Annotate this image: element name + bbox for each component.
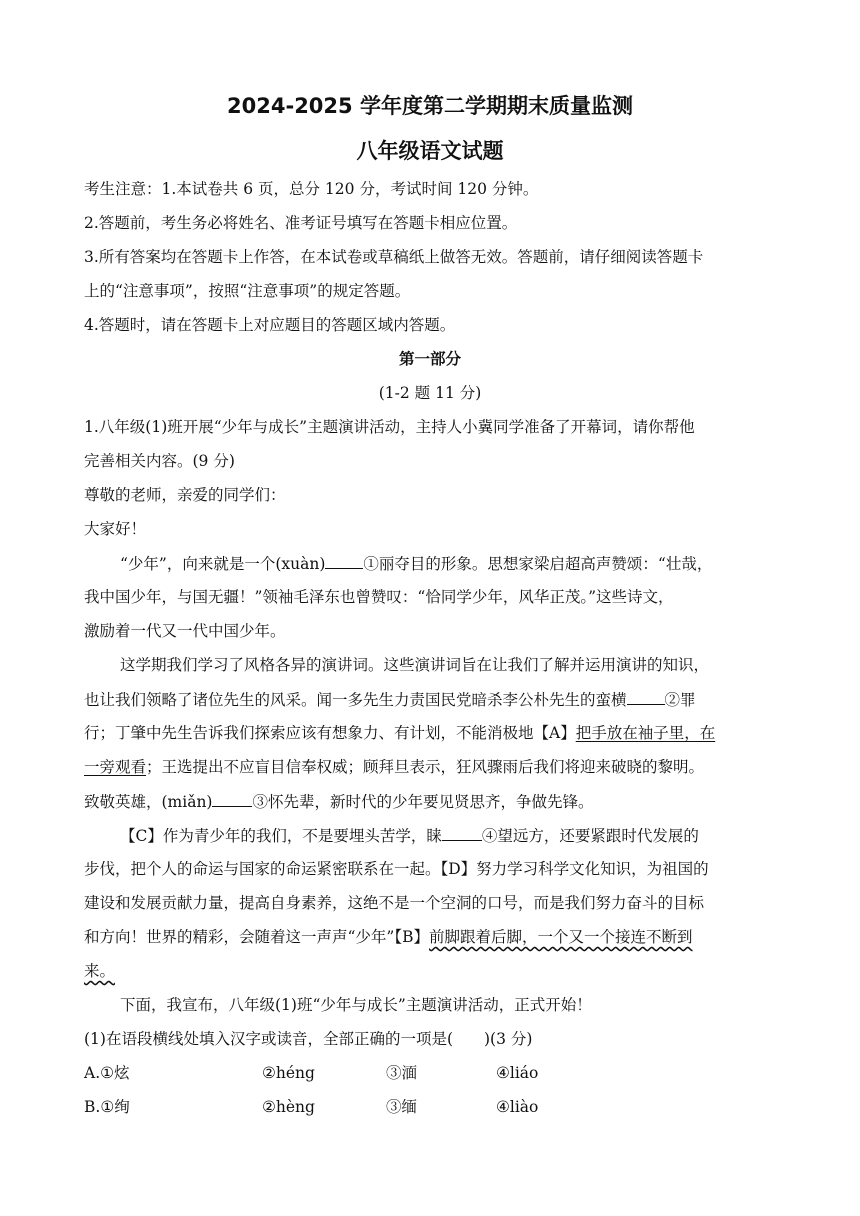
- paragraph-2-line-5: [84, 790, 594, 813]
- notice-line-4: 上的“注意事项”，按照“注意事项”的规定答题。: [84, 282, 411, 300]
- paragraph-3-line-2: 步伐，把个人的命运与国家的命运紧密联系在一起。【D】努力学习科学文化知识，为祖国的: [84, 860, 709, 878]
- text-segment: “少年”，向来就是一个(xuàn): [120, 555, 326, 573]
- paragraph-3-line-4: [84, 926, 693, 948]
- greeting-line-2: 大家好！: [84, 520, 147, 538]
- text-segment: ②罪: [664, 691, 696, 709]
- option-b-item-3: ③缅: [386, 1098, 418, 1116]
- text-segment: 致敬英雄，(miǎn): [84, 793, 213, 811]
- fill-blank-2: [627, 688, 665, 705]
- fill-blank-1: [325, 552, 363, 569]
- text-segment: ③怀先辈，新时代的少年要见贤思齐，争做先锋。: [252, 793, 594, 811]
- underlined-phrase-a-cont: 一旁观看: [84, 758, 147, 776]
- text-segment: 【C】作为青少年的我们，不是要埋头苦学，睐: [120, 827, 442, 845]
- option-b-item-1: B.①绚: [84, 1098, 130, 1116]
- question-1-stem-line-2: 完善相关内容。(9 分): [84, 452, 235, 470]
- notice-line-2: 2.答题前，考生务必将姓名、准考证号填写在答题卡相应位置。: [84, 214, 518, 232]
- paragraph-1-line-3: 激励着一代又一代中国少年。: [84, 622, 286, 640]
- option-a-item-1: A.①炫: [84, 1064, 130, 1082]
- option-a-item-3: ③湎: [386, 1064, 418, 1082]
- paragraph-3-line-1: [120, 824, 699, 847]
- option-a-item-4: ④liáo: [496, 1064, 539, 1082]
- paragraph-2-line-4: [84, 756, 704, 778]
- wavy-underlined-phrase-b: 前脚跟着后脚，一个又一个接连不断到: [429, 928, 693, 946]
- option-a-item-2: ②héng: [262, 1064, 315, 1082]
- part-title: 第一部分: [398, 350, 461, 368]
- fill-blank-4: [442, 824, 482, 841]
- notice-line-1: 考生注意：1.本试卷共 6 页，总分 120 分，考试时间 120 分钟。: [84, 180, 539, 198]
- paragraph-2-line-3: [84, 722, 715, 744]
- paragraph-2-line-1: 这学期我们学习了风格各异的演讲词。这些演讲词旨在让我们了解并运用演讲的知识，: [120, 656, 710, 674]
- paragraph-4: 下面，我宣布，八年级(1)班“少年与成长”主题演讲活动，正式开始！: [120, 996, 592, 1014]
- paragraph-3-line-3: 建设和发展贡献力量，提高自身素养，这绝不是一个空洞的口号，而是我们努力奋斗的目标: [84, 894, 705, 912]
- option-b-item-2: ②hèng: [262, 1098, 315, 1116]
- notice-line-3: 3.所有答案均在答题卡上作答，在本试卷或草稿纸上做答无效。答题前，请仔细阅读答题卡: [84, 248, 704, 266]
- text-segment: ；王选提出不应盲目信奉权威；顾拜旦表示，狂风骤雨后我们将迎来破晓的黎明。: [146, 758, 705, 776]
- paragraph-3-line-5: [84, 960, 115, 982]
- fill-blank-3: [212, 790, 252, 807]
- exam-subtitle: 八年级语文试题: [356, 139, 504, 163]
- part-range: (1-2 题 11 分): [378, 384, 482, 402]
- exam-title: 2024-2025 学年度第二学期期末质量监测: [227, 94, 633, 118]
- sub-question-1: (1)在语段横线处填入汉字或读音，全部正确的一项是( )(3 分): [84, 1030, 533, 1048]
- option-b-item-4: ④liào: [496, 1098, 539, 1116]
- text-segment: ①丽夺目的形象。思想家梁启超高声赞颂：“壮哉，: [363, 555, 713, 573]
- notice-line-5: 4.答题时，请在答题卡上对应题目的答题区域内答题。: [84, 316, 456, 334]
- greeting-line-1: 尊敬的老师，亲爱的同学们：: [84, 486, 286, 504]
- wavy-underlined-phrase-b-cont: 来。: [84, 962, 116, 980]
- paragraph-1-line-1: [120, 552, 712, 575]
- text-segment: 也让我们领略了诸位先生的风采。闻一多先生力责国民党暗杀李公朴先生的蛮横: [84, 691, 627, 709]
- text-segment: 和方向！世界的精彩，会随着这一声声“少年”【B】: [84, 928, 429, 946]
- question-1-stem-line-1: 1.八年级(1)班开展“少年与成长”主题演讲活动，主持人小冀同学准备了开幕词，请你帮他: [84, 418, 695, 436]
- paragraph-1-line-2: 我中国少年，与国无疆！”领袖毛泽东也曾赞叹：“恰同学少年，风华正茂。”这些诗文，: [84, 588, 674, 606]
- underlined-phrase-a: 把手放在袖子里，在: [575, 724, 716, 742]
- paragraph-2-line-2: [84, 688, 696, 711]
- text-segment: ④望远方，还要紧跟时代发展的: [481, 827, 699, 845]
- text-segment: 行；丁肇中先生告诉我们探索应该有想象力、有计划，不能消极地【A】: [84, 724, 576, 742]
